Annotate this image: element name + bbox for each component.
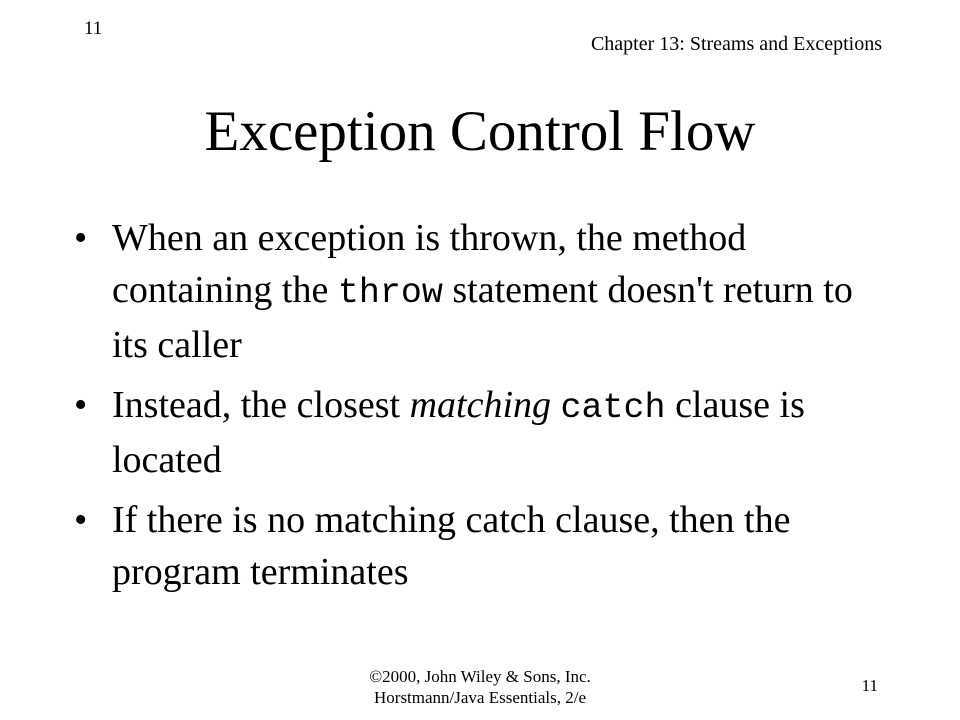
book-edition-line: Horstmann/Java Essentials, 2/e bbox=[374, 688, 586, 707]
bullet-text: Instead, the closest bbox=[112, 384, 410, 426]
slide-title: Exception Control Flow bbox=[204, 100, 756, 163]
bullet-list bbox=[74, 212, 874, 606]
bullet-text: statement doesn't return to its caller bbox=[112, 269, 853, 366]
footer-copyright bbox=[0, 666, 960, 708]
slide-number-top: 11 bbox=[84, 18, 103, 39]
bullet-text: If there is no matching catch clause, then the program terminates bbox=[112, 499, 791, 593]
bullet-item-throw bbox=[74, 212, 874, 371]
bullet-item-catch bbox=[74, 379, 874, 486]
copyright-line: ©2000, John Wiley & Sons, Inc. bbox=[369, 667, 591, 686]
bullet-text: clause is located bbox=[112, 384, 805, 481]
code-keyword-catch: catch bbox=[560, 388, 666, 428]
bullet-marker: • bbox=[74, 499, 88, 541]
bullet-text: When an exception is thrown, the method containing the bbox=[112, 217, 747, 311]
bullet-item-terminate bbox=[74, 494, 874, 598]
chapter-header: Chapter 13: Streams and Exceptions bbox=[590, 33, 882, 55]
code-keyword-throw: throw bbox=[337, 273, 443, 313]
footer-page-number: 11 bbox=[861, 676, 878, 695]
emphasis-matching: matching bbox=[409, 384, 552, 426]
bullet-marker: • bbox=[74, 384, 88, 426]
bullet-marker: • bbox=[74, 217, 88, 259]
